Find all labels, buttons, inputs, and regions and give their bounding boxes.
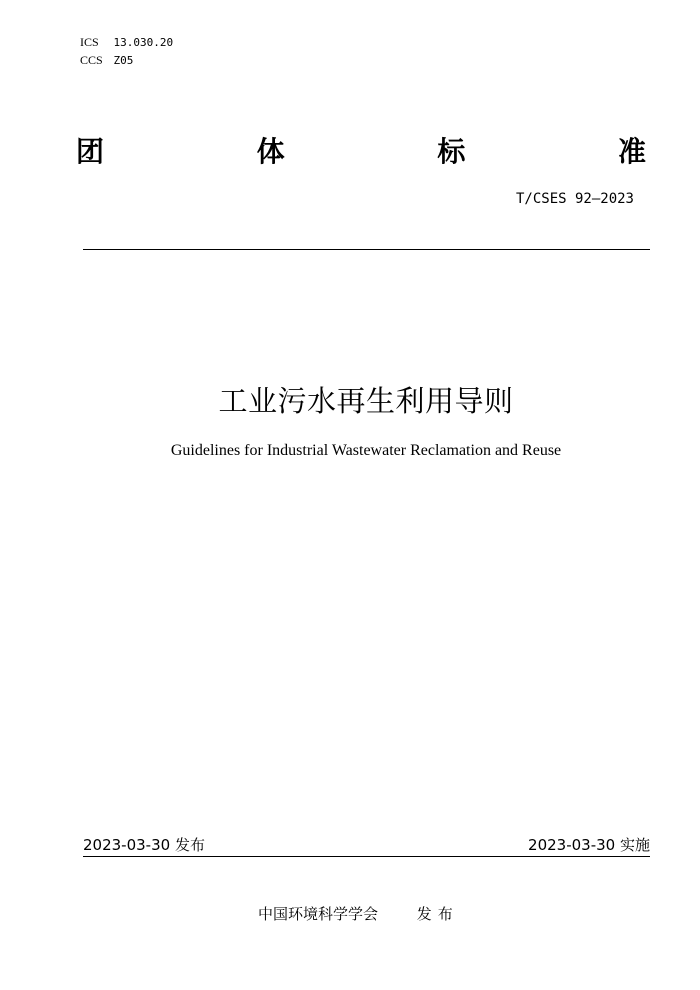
ccs-code: [80, 53, 133, 68]
issue-date: 2023-03-30 发布: [83, 836, 205, 854]
ccs-value: Z05: [113, 54, 134, 67]
top-divider: [83, 249, 650, 250]
standard-type-char: 准: [617, 135, 646, 168]
ccs-label: CCS: [80, 53, 103, 67]
ics-code: [80, 35, 173, 50]
ics-value: 13.030.20: [113, 36, 174, 49]
publisher-line: [258, 904, 459, 924]
english-title: Guidelines for Industrial Wastewater Reclamation and Reuse: [170, 442, 562, 459]
standard-type-heading: [76, 134, 646, 170]
standard-type-char: 标: [437, 135, 466, 168]
publisher-action: 发布: [416, 905, 459, 923]
standard-number: T/CSES 92—2023: [515, 191, 634, 207]
date-row: [83, 835, 650, 855]
chinese-title: 工业污水再生利用导则: [218, 384, 514, 418]
standard-type-char: 体: [256, 135, 285, 168]
implementation-date: 2023-03-30 实施: [528, 836, 650, 854]
standard-type-char: 团: [76, 135, 105, 168]
publisher-name: 中国环境科学学会: [258, 905, 379, 923]
bottom-divider: [83, 856, 650, 857]
ics-label: ICS: [80, 35, 99, 49]
